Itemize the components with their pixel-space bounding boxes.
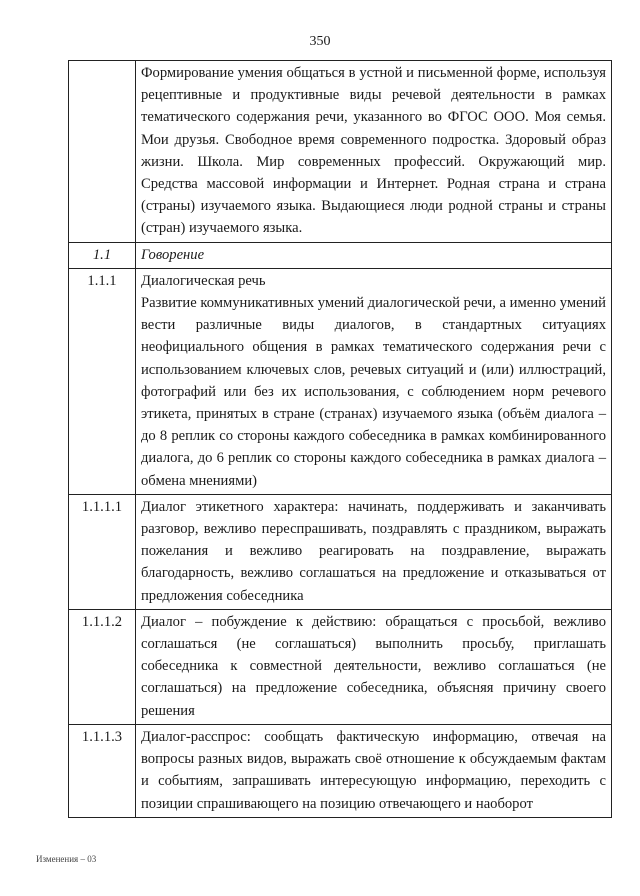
- row-text: Развитие коммуникативных умений диалогической речи, а именно умений вести различные виды диалогов, в стандартных ситуациях неофициального общения в рамках тематического содержания речи с использованием ключевых слов, речевых ситуаций и (или) иллюстраций, фотографий или без их использования, с соблюдением норм речевого этикета, принятых в стране (странах) изучаемого языка (объём диалога – до 8 реплик со стороны каждого собеседника в рамках комбинированного диалога, до 6 реплик со стороны каждого собеседника в рамках диалога – обмена мнениями): [141, 295, 606, 489]
- table-row: [69, 609, 612, 724]
- row-text: Диалог этикетного характера: начинать, поддерживать и заканчивать разговор, вежливо переспрашивать, поздравлять с праздником, выражать пожелания и вежливо реагировать на поздравление, выражать благодарность, вежливо соглашаться на предложение и отказываться от предложения собеседника: [136, 494, 612, 609]
- row-content: [136, 268, 612, 494]
- row-text: Диалог-расспрос: сообщать фактическую информацию, отвечая на вопросы разных видов, выражать своё отношение к обсуждаемым фактам и событиям, запрашивать интересующую информацию, переходить с позиции спрашивающего на позицию отвечающего и наоборот: [136, 724, 612, 817]
- row-number: 1.1.1.1: [69, 494, 136, 609]
- row-number: 1.1.1.2: [69, 609, 136, 724]
- row-number: 1.1: [69, 242, 136, 268]
- table-row: [69, 724, 612, 817]
- section-heading: Говорение: [136, 242, 612, 268]
- table-row: [69, 242, 612, 268]
- subsection-title: Диалогическая речь: [141, 272, 266, 289]
- table-row: [69, 268, 612, 494]
- row-number: [69, 61, 136, 243]
- footer-note: Изменения – 03: [36, 854, 97, 864]
- row-number: 1.1.1: [69, 268, 136, 494]
- table-row: [69, 61, 612, 243]
- content-table: [68, 60, 612, 818]
- table-row: [69, 494, 612, 609]
- page-number: 350: [309, 34, 331, 49]
- row-number: 1.1.1.3: [69, 724, 136, 817]
- row-text: Формирование умения общаться в устной и письменной форме, используя рецептивные и продуктивные виды речевой деятельности в рамках тематического содержания речи, указанного во ФГОС ООО. Моя семья. Мои друзья. Свободное время современного подростка. Здоровый образ жизни. Школа. Мир современных профессий. Окружающий мир. Средства массовой информации и Интернет. Родная страна и страна (страны) изучаемого языка. Выдающиеся люди родной страны и страны (стран) изучаемого языка.: [136, 61, 612, 243]
- row-text: Диалог – побуждение к действию: обращаться с просьбой, вежливо соглашаться (не соглашаться) выполнить просьбу, приглашать собеседника к совместной деятельности, вежливо соглашаться (не соглашаться) на предложение собеседника, объясняя причину своего решения: [136, 609, 612, 724]
